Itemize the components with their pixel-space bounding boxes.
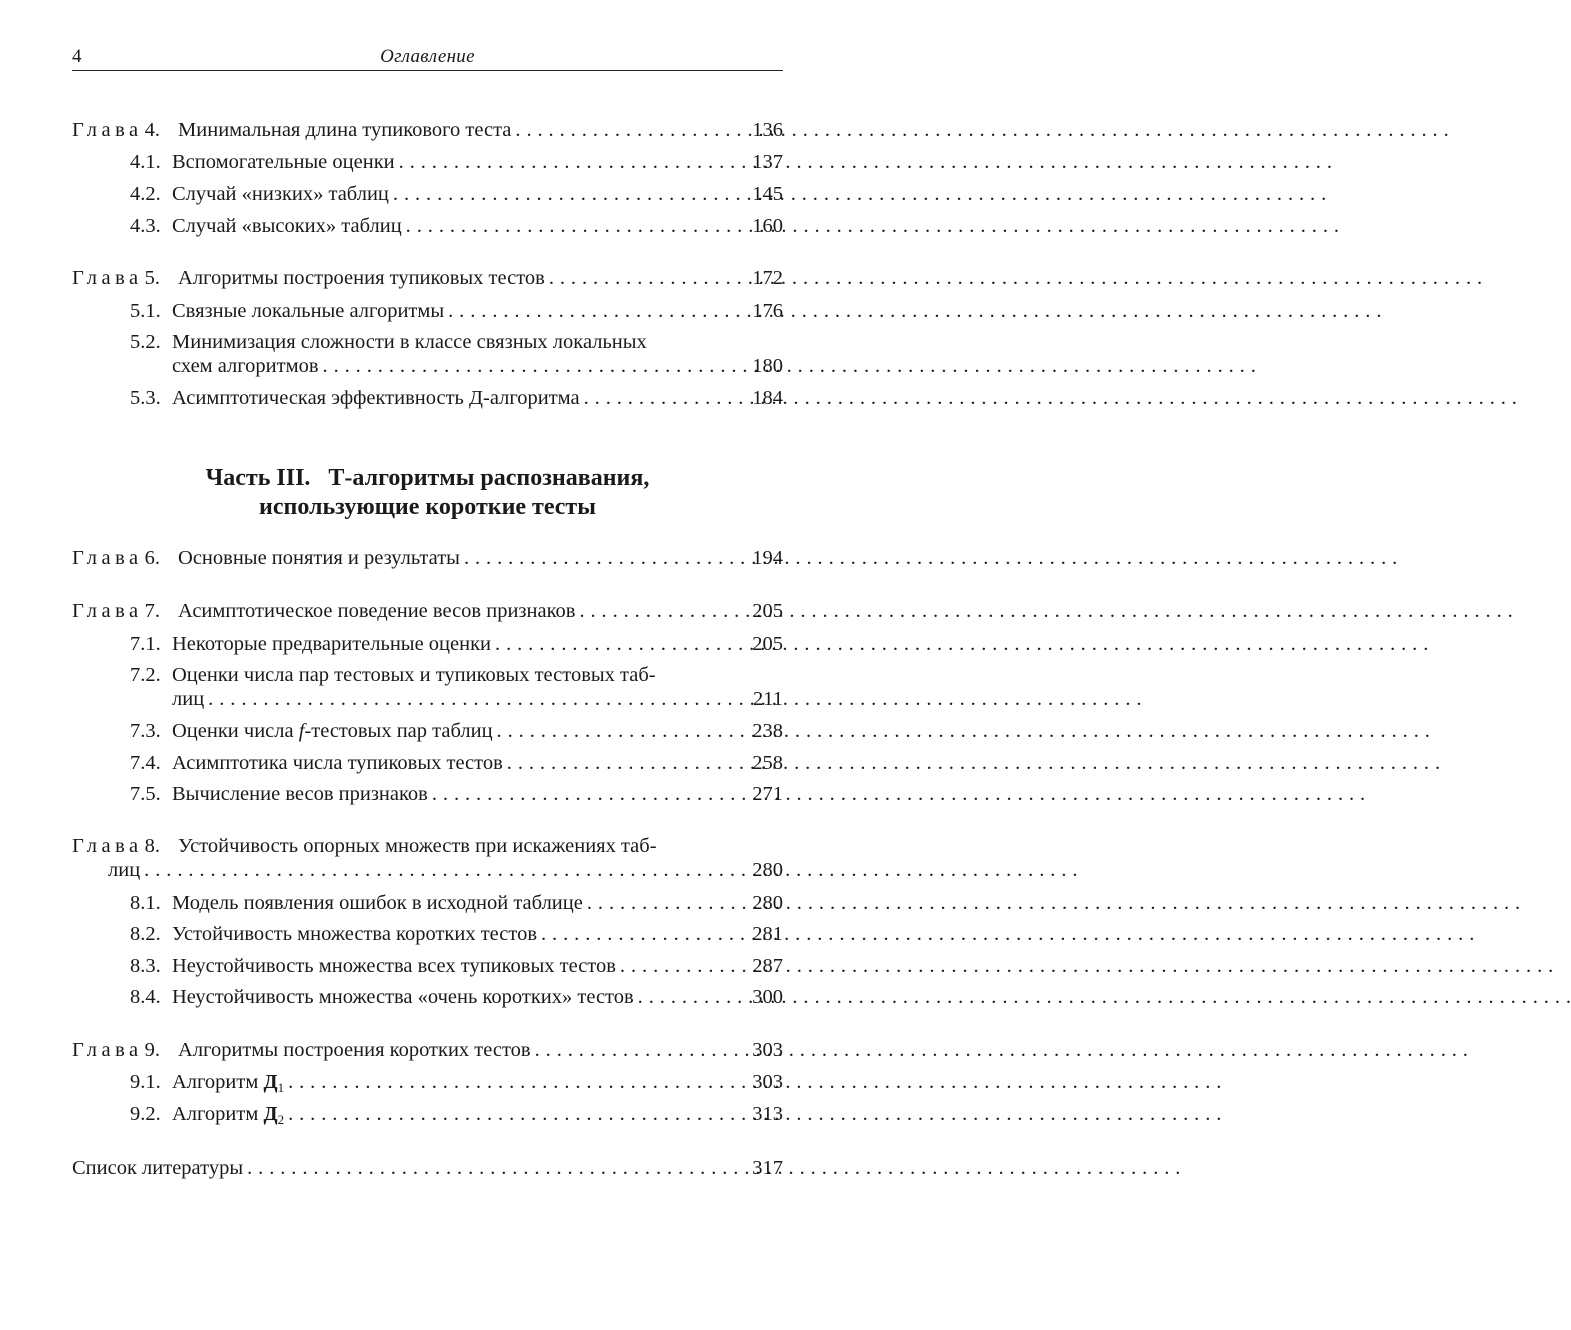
chapter-title: Минимальная длина тупикового теста xyxy=(178,119,512,141)
page-ref: 280 xyxy=(752,859,783,881)
section-title-suffix: -тестовых пар таблиц xyxy=(304,720,493,742)
page-ref: 300 xyxy=(752,986,783,1008)
section-title xyxy=(172,716,493,746)
section-number: 7.5. xyxy=(130,783,161,805)
section-title: Связные локальные алгоритмы xyxy=(172,300,445,322)
dot-leader xyxy=(587,888,739,918)
toc-section-5-2-cont[interactable] xyxy=(172,351,783,381)
page-number: 4 xyxy=(72,46,82,67)
running-title: Оглавление xyxy=(380,46,475,67)
dot-leader xyxy=(515,115,739,145)
section-number: 7.1. xyxy=(130,633,161,655)
chapter-number: 6. xyxy=(144,547,161,569)
section-number: 7.2. xyxy=(130,664,161,686)
chapter-title-line1: Устойчивость опорных множеств при искажениях таб- xyxy=(178,835,657,857)
dot-leader xyxy=(507,748,739,778)
page-ref: 180 xyxy=(752,355,783,377)
chapter-label: Глава xyxy=(72,119,143,141)
chapter-label: Глава xyxy=(72,835,143,857)
chapter-label: Глава xyxy=(72,547,143,569)
toc-references[interactable] xyxy=(72,1153,783,1183)
page-ref: 281 xyxy=(752,923,783,945)
page-ref: 271 xyxy=(752,783,783,805)
toc-section-7-2-cont[interactable] xyxy=(172,684,783,714)
section-number: 5.3. xyxy=(130,387,161,409)
chapter-title: Алгоритмы построения тупиковых тестов xyxy=(178,267,545,289)
page-ref: 205 xyxy=(752,600,783,622)
dot-leader xyxy=(393,179,739,209)
section-title-line1: Оценки числа пар тестовых и тупиковых тестовых таб- xyxy=(172,664,656,686)
toc-chapter-7[interactable] xyxy=(72,596,783,626)
section-number: 9.2. xyxy=(130,1103,161,1125)
section-title: Вычисление весов признаков xyxy=(172,783,428,805)
dot-leader xyxy=(620,951,739,981)
dot-leader xyxy=(323,351,739,381)
section-title: Случай «высоких» таблиц xyxy=(172,215,402,237)
section-title xyxy=(172,1099,284,1135)
references-title: Список литературы xyxy=(72,1157,244,1179)
section-number: 8.1. xyxy=(130,892,161,914)
toc-chapter-8-cont[interactable] xyxy=(108,855,783,885)
dot-leader xyxy=(406,211,739,241)
dot-leader xyxy=(208,684,739,714)
chapter-label: Глава xyxy=(72,600,143,622)
dot-leader xyxy=(288,1099,739,1129)
dot-leader xyxy=(495,629,739,659)
section-title: Асимптотическая эффективность Д-алгоритма xyxy=(172,387,580,409)
variable-f: f xyxy=(298,720,305,742)
page-ref: 145 xyxy=(752,183,783,205)
algorithm-symbol: Д xyxy=(263,1103,278,1125)
section-title: Неустойчивость множества всех тупиковых тестов xyxy=(172,955,616,977)
running-header xyxy=(72,44,783,71)
dot-leader xyxy=(247,1153,739,1183)
page-ref: 258 xyxy=(752,752,783,774)
section-number: 5.2. xyxy=(130,331,161,353)
page-ref: 184 xyxy=(752,387,783,409)
page-ref: 176 xyxy=(752,300,783,322)
section-title-text: Алгоритм xyxy=(172,1103,259,1125)
page-ref: 160 xyxy=(752,215,783,237)
chapter-number: 7. xyxy=(144,600,161,622)
page-ref: 211 xyxy=(753,688,783,710)
toc-section-4-3[interactable] xyxy=(130,211,783,241)
section-title-text: Алгоритм xyxy=(172,1071,259,1093)
chapter-number: 8. xyxy=(144,835,161,857)
toc-section-5-1[interactable] xyxy=(130,296,783,326)
section-number: 7.4. xyxy=(130,752,161,774)
toc-section-7-5[interactable] xyxy=(130,779,783,809)
page-ref: 303 xyxy=(752,1039,783,1061)
toc-section-8-4[interactable] xyxy=(130,982,783,1012)
chapter-label: Глава xyxy=(72,267,143,289)
section-number: 4.2. xyxy=(130,183,161,205)
toc-chapter-5[interactable] xyxy=(72,263,783,293)
dot-leader xyxy=(638,982,739,1012)
page-ref: 303 xyxy=(752,1071,783,1093)
dot-leader xyxy=(144,855,739,885)
dot-leader xyxy=(432,779,739,809)
section-title-line2: лиц xyxy=(172,688,205,710)
toc-section-7-1[interactable] xyxy=(130,629,783,659)
chapter-label: Глава xyxy=(72,1039,143,1061)
chapter-number: 5. xyxy=(144,267,161,289)
chapter-title: Асимптотическое поведение весов признаков xyxy=(178,600,576,622)
dot-leader xyxy=(288,1067,739,1097)
part-title-line2: использующие короткие тесты xyxy=(259,494,596,520)
page-ref: 194 xyxy=(752,547,783,569)
toc-section-8-2[interactable] xyxy=(130,919,783,949)
toc-section-9-1[interactable] xyxy=(130,1067,783,1097)
page-ref: 238 xyxy=(752,720,783,742)
chapter-title: Основные понятия и результаты xyxy=(178,547,460,569)
section-number: 4.1. xyxy=(130,151,161,173)
page-ref: 313 xyxy=(752,1103,783,1125)
page-ref: 137 xyxy=(752,151,783,173)
section-title: Устойчивость множества коротких тестов xyxy=(172,923,537,945)
toc-chapter-9[interactable] xyxy=(72,1035,783,1065)
section-title: Вспомогательные оценки xyxy=(172,151,395,173)
section-title: Некоторые предварительные оценки xyxy=(172,633,492,655)
section-title xyxy=(172,1067,284,1103)
toc-section-8-3[interactable] xyxy=(130,951,783,981)
dot-leader xyxy=(579,596,739,626)
dot-leader xyxy=(464,543,739,573)
dot-leader xyxy=(584,383,739,413)
toc-section-7-4[interactable] xyxy=(130,748,783,778)
section-number: 8.2. xyxy=(130,923,161,945)
algorithm-subscript: 2 xyxy=(277,1112,285,1127)
section-title-prefix: Оценки числа xyxy=(172,720,299,742)
dot-leader xyxy=(535,1035,739,1065)
section-number: 8.4. xyxy=(130,986,161,1008)
section-number: 8.3. xyxy=(130,955,161,977)
toc-section-7-3[interactable] xyxy=(130,716,783,746)
section-title-line2: схем алгоритмов xyxy=(172,355,319,377)
section-title: Модель появления ошибок в исходной таблице xyxy=(172,892,583,914)
section-title: Случай «низких» таблиц xyxy=(172,183,389,205)
section-number: 5.1. xyxy=(130,300,161,322)
toc-chapter-6[interactable] xyxy=(72,543,783,573)
section-title-line1: Минимизация сложности в классе связных локальных xyxy=(172,331,647,353)
page-ref: 280 xyxy=(752,892,783,914)
toc-section-4-2[interactable] xyxy=(130,179,783,209)
page-ref: 136 xyxy=(752,119,783,141)
page-ref: 172 xyxy=(752,267,783,289)
chapter-number: 4. xyxy=(144,119,161,141)
toc-section-9-2[interactable] xyxy=(130,1099,783,1129)
section-number: 7.3. xyxy=(130,720,161,742)
dot-leader xyxy=(448,296,739,326)
section-title: Неустойчивость множества «очень коротких» тестов xyxy=(172,986,634,1008)
dot-leader xyxy=(399,147,739,177)
algorithm-subscript: 1 xyxy=(277,1080,285,1095)
algorithm-symbol: Д xyxy=(263,1071,278,1093)
dot-leader xyxy=(541,919,739,949)
part-heading-line2[interactable] xyxy=(72,492,783,522)
page-ref: 205 xyxy=(752,633,783,655)
section-number: 9.1. xyxy=(130,1071,161,1093)
chapter-title: Алгоритмы построения коротких тестов xyxy=(178,1039,531,1061)
chapter-title-line2: лиц xyxy=(108,859,141,881)
section-number: 4.3. xyxy=(130,215,161,237)
part-heading-line1[interactable] xyxy=(72,463,783,493)
toc-section-4-1[interactable] xyxy=(130,147,783,177)
toc-section-5-3[interactable] xyxy=(130,383,783,413)
toc-section-8-1[interactable] xyxy=(130,888,783,918)
chapter-number: 9. xyxy=(144,1039,161,1061)
part-label: Часть III. xyxy=(205,465,311,491)
dot-leader xyxy=(497,716,739,746)
part-title-line1: Т-алгоритмы распознавания, xyxy=(328,465,650,491)
toc-chapter-4[interactable] xyxy=(72,115,783,145)
page-ref: 317 xyxy=(752,1157,783,1179)
section-title: Асимптотика числа тупиковых тестов xyxy=(172,752,503,774)
page-ref: 287 xyxy=(752,955,783,977)
dot-leader xyxy=(549,263,739,293)
